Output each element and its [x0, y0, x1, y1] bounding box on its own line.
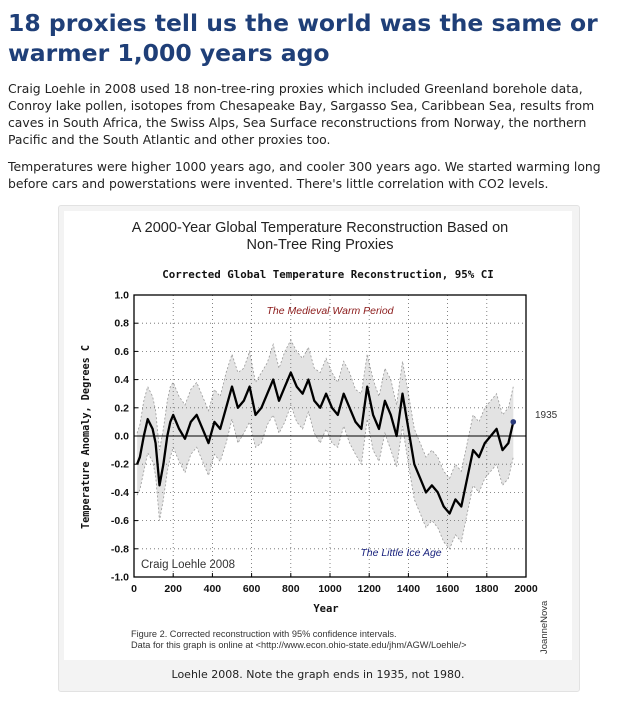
x-tick-label: 800 — [282, 583, 300, 595]
confidence-band — [137, 340, 513, 549]
y-tick-label: 1.0 — [114, 289, 129, 302]
figure-note-1: Figure 2. Corrected reconstruction with 95% confidence intervals. — [131, 629, 397, 639]
medieval-warm-period-label: The Medieval Warm Period — [266, 305, 394, 317]
x-tick-label: 1000 — [318, 583, 342, 595]
summary-paragraph: Temperatures were higher 1000 years ago, and cooler 300 years ago. We started warming long before cars and powerstations were invented. There's little correlation with CO2 levels. — [8, 159, 601, 191]
x-axis-label: Year — [313, 603, 339, 615]
x-tick-label: 1200 — [357, 583, 381, 595]
little-ice-age-label: The Little Ice Age — [360, 547, 442, 559]
intro-paragraph: Craig Loehle in 2008 used 18 non-tree-ring proxies which included Greenland borehole data, Conroy lake pollen, isotopes from Chesapeake Bay, Sargasso Sea, Caribbean Sea, results from caves in South Africa, the Swiss Alps, Sea Surface reconstructions from Norway, the northern Pacific and the South Atlantic and other proxies too. — [8, 81, 595, 147]
x-tick-label: 1800 — [475, 583, 499, 595]
y-tick-label: 0.2 — [114, 402, 129, 415]
end-point-marker — [510, 419, 516, 425]
y-tick-label: -0.4 — [110, 486, 129, 499]
x-tick-label: 200 — [164, 583, 182, 595]
credit-label: Craig Loehle 2008 — [141, 559, 235, 571]
y-tick-label: 0.8 — [114, 317, 129, 330]
figure-note-2: Data for this graph is online at <http://www.econ.ohio-state.edu/jhm/AGW/Loehle/> — [131, 640, 467, 650]
y-tick-label: -0.6 — [110, 515, 129, 528]
figure-caption: Loehle 2008. Note the graph ends in 1935, not 1980. — [171, 668, 465, 681]
x-tick-label: 1600 — [435, 583, 460, 595]
y-tick-label: 0.0 — [114, 430, 129, 443]
y-axis-label: Temperature Anomaly, Degrees C — [81, 344, 92, 530]
y-tick-label: -0.2 — [110, 458, 129, 471]
x-tick-label: 2000 — [514, 583, 538, 595]
end-year-label: 1935 — [535, 410, 558, 421]
y-tick-label: -0.8 — [110, 543, 129, 556]
watermark: JoanneNova — [539, 600, 550, 654]
chart-title-line1: A 2000-Year Global Temperature Reconstruction Based on — [131, 220, 509, 236]
y-tick-label: 0.6 — [114, 345, 129, 358]
x-tick-label: 1400 — [396, 583, 421, 595]
x-tick-label: 0 — [131, 583, 137, 595]
headline: 18 proxies tell us the world was the same or warmer 1,000 years ago — [8, 9, 598, 67]
chart-subtitle: Corrected Global Temperature Reconstruction, 95% CI — [162, 268, 494, 281]
x-tick-label: 400 — [203, 583, 222, 595]
chart-title-line2: Non-Tree Ring Proxies — [246, 237, 394, 253]
x-tick-label: 600 — [242, 583, 261, 595]
y-tick-label: -1.0 — [110, 571, 129, 584]
y-tick-label: 0.4 — [114, 374, 129, 387]
